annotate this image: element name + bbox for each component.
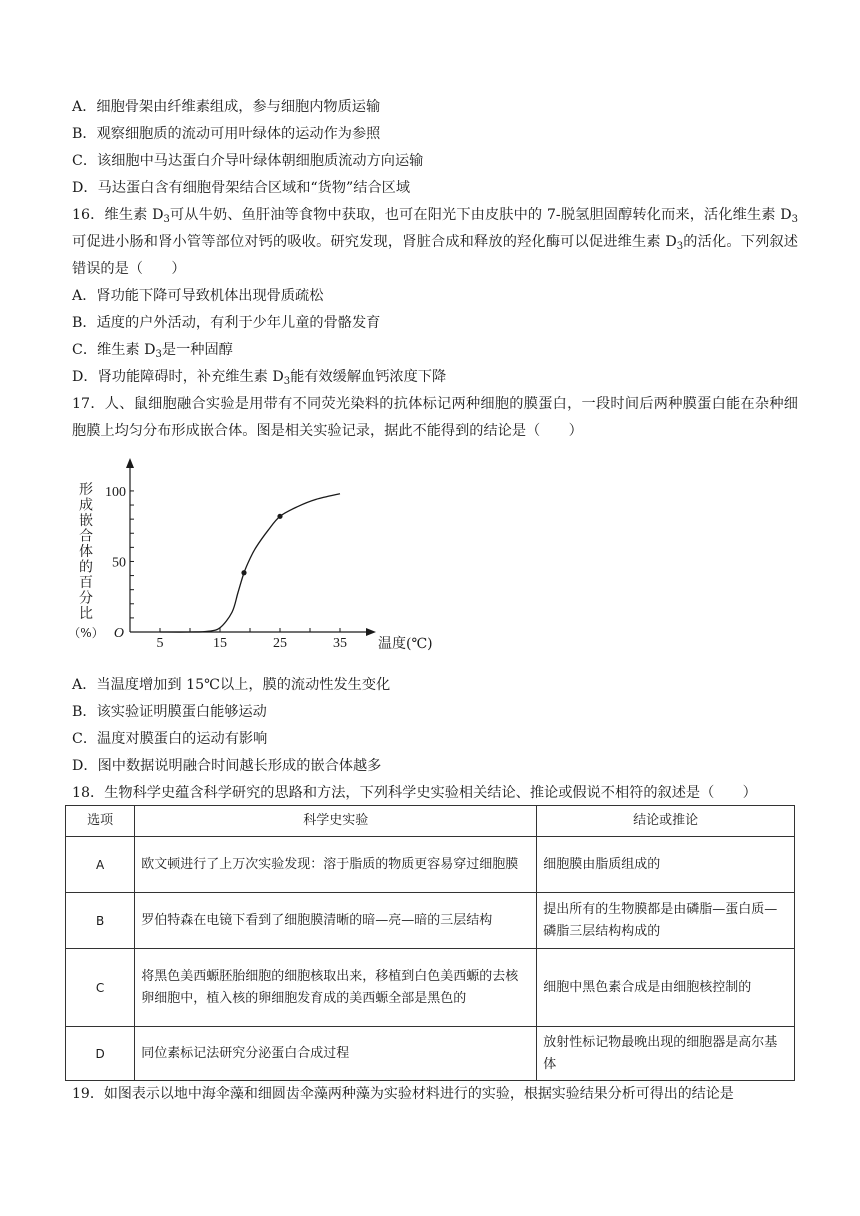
row-option: D — [66, 1027, 135, 1081]
y-tick-label: 100 — [105, 484, 126, 500]
y-axis-label-char: 嵌 — [79, 513, 93, 529]
chart-svg — [60, 460, 433, 670]
q17-option-a: A．当温度增加到 15℃以上，膜的流动性发生变化 — [72, 677, 391, 693]
q19-stem: 19．如图表示以地中海伞藻和细圆齿伞藻两种藻为实验材料进行的实验，根据实验结果分析可得出的结论是 — [72, 1086, 734, 1102]
temperature-chart — [60, 460, 433, 670]
data-point — [277, 514, 282, 519]
q17-stem: 17．人、鼠细胞融合实验是用带有不同荧光染料的抗体标记两种细胞的膜蛋白，一段时间后两种膜蛋白能在杂种细胞膜上均匀分布形成嵌合体。图是相关实验记录，据此不能得到的结论是（ ） — [72, 396, 798, 439]
x-axis-label: 温度(℃) — [378, 636, 433, 652]
q18-table — [65, 805, 795, 1081]
y-axis-label-char: 比 — [79, 606, 93, 622]
table-row — [66, 893, 795, 949]
data-point — [241, 570, 246, 575]
y-axis-label-char: 的 — [79, 559, 93, 576]
q16-option-a: A．肾功能下降可导致机体出现骨质疏松 — [72, 288, 324, 304]
q17-option-d: D．图中数据说明融合时间越长形成的嵌合体越多 — [72, 758, 382, 774]
table-row — [66, 1027, 795, 1081]
table-row — [66, 949, 795, 1027]
q17-option-c: C．温度对膜蛋白的运动有影响 — [72, 731, 268, 747]
y-axis-label-char: 体 — [79, 544, 93, 560]
row-experiment: 同位素标记法研究分泌蛋白合成过程 — [135, 1027, 537, 1081]
q15-option-b: B．观察细胞质的流动可用叶绿体的运动作为参照 — [72, 126, 381, 142]
row-experiment: 将黑色美西螈胚胎细胞的细胞核取出来，移植到白色美西螈的去核卵细胞中，植入核的卵细胞发育成的美西螈全部是黑色的 — [135, 949, 537, 1027]
x-axis-arrow — [366, 628, 376, 636]
q15-option-d: D．马达蛋白含有细胞骨架结合区域和“货物”结合区域 — [72, 180, 411, 196]
x-tick-label: 35 — [333, 636, 347, 651]
y-axis-label-char: 分 — [79, 590, 93, 607]
row-option: C — [66, 949, 135, 1027]
q16-option-c: C．维生素 $D_3$是一种固醇 — [72, 342, 233, 360]
q18-stem: 18．生物科学史蕴含科学研究的思路和方法，下列科学史实验相关结论、推论或假说不相符的叙述是（ ） — [72, 785, 757, 801]
row-conclusion: 细胞膜由脂质组成的 — [537, 837, 795, 893]
row-option: B — [66, 893, 135, 949]
row-conclusion: 提出所有的生物膜都是由磷脂—蛋白质—磷脂三层结构构成的 — [537, 893, 795, 949]
row-conclusion: 放射性标记物最晚出现的细胞器是高尔基体 — [537, 1027, 795, 1081]
q16-option-b: B．适度的户外活动，有利于少年儿童的骨骼发育 — [72, 315, 381, 331]
y-axis-arrow — [126, 458, 134, 468]
header-experiment: 科学史实验 — [135, 806, 537, 837]
row-option: A — [66, 837, 135, 893]
row-experiment: 欧文顿进行了上万次实验发现：溶于脂质的物质更容易穿过细胞膜 — [135, 837, 537, 893]
x-tick-label: 15 — [213, 636, 227, 651]
table-row — [66, 837, 795, 893]
y-axis-label-char: 成 — [79, 497, 93, 514]
q15-option-a: A．细胞骨架由纤维素组成，参与细胞内物质运输 — [72, 99, 381, 115]
header-option: 选项 — [66, 806, 135, 837]
row-conclusion: 细胞中黑色素合成是由细胞核控制的 — [537, 949, 795, 1027]
x-tick-label: 25 — [273, 636, 287, 651]
row-experiment: 罗伯特森在电镜下看到了细胞膜清晰的暗—亮—暗的三层结构 — [135, 893, 537, 949]
q15-option-c: C．该细胞中马达蛋白介导叶绿体朝细胞质流动方向运输 — [72, 153, 424, 169]
y-axis-unit: （%） — [68, 626, 104, 640]
x-tick-label: 5 — [156, 636, 164, 651]
q17-option-b: B．该实验证明膜蛋白能够运动 — [72, 704, 267, 720]
header-conclusion: 结论或推论 — [537, 806, 795, 837]
y-axis-label-char: 百 — [79, 575, 93, 591]
table-header-row — [66, 806, 795, 837]
y-axis-label-char: 形 — [79, 482, 93, 498]
series-curve — [160, 494, 340, 632]
origin-label: O — [113, 626, 124, 641]
q16-option-d: D．肾功能障碍时，补充维生素 $D_3$能有效缓解血钙浓度下降 — [72, 369, 447, 387]
y-tick-label: 50 — [112, 555, 126, 571]
y-axis-label-char: 合 — [79, 528, 93, 545]
q16-stem: 16．维生素 $D_3$可从牛奶、鱼肝油等食物中获取，也可在阳光下由皮肤中的 7-脱氢胆固醇转化而来，活化维生素 $D_3$可促进小肠和肾小管等部位对钙的吸收。研究发现，肾脏合成和释放的羟化酶可以促进维生素 $D_3$的活化。下列叙述错误的是（ ） — [72, 207, 798, 277]
